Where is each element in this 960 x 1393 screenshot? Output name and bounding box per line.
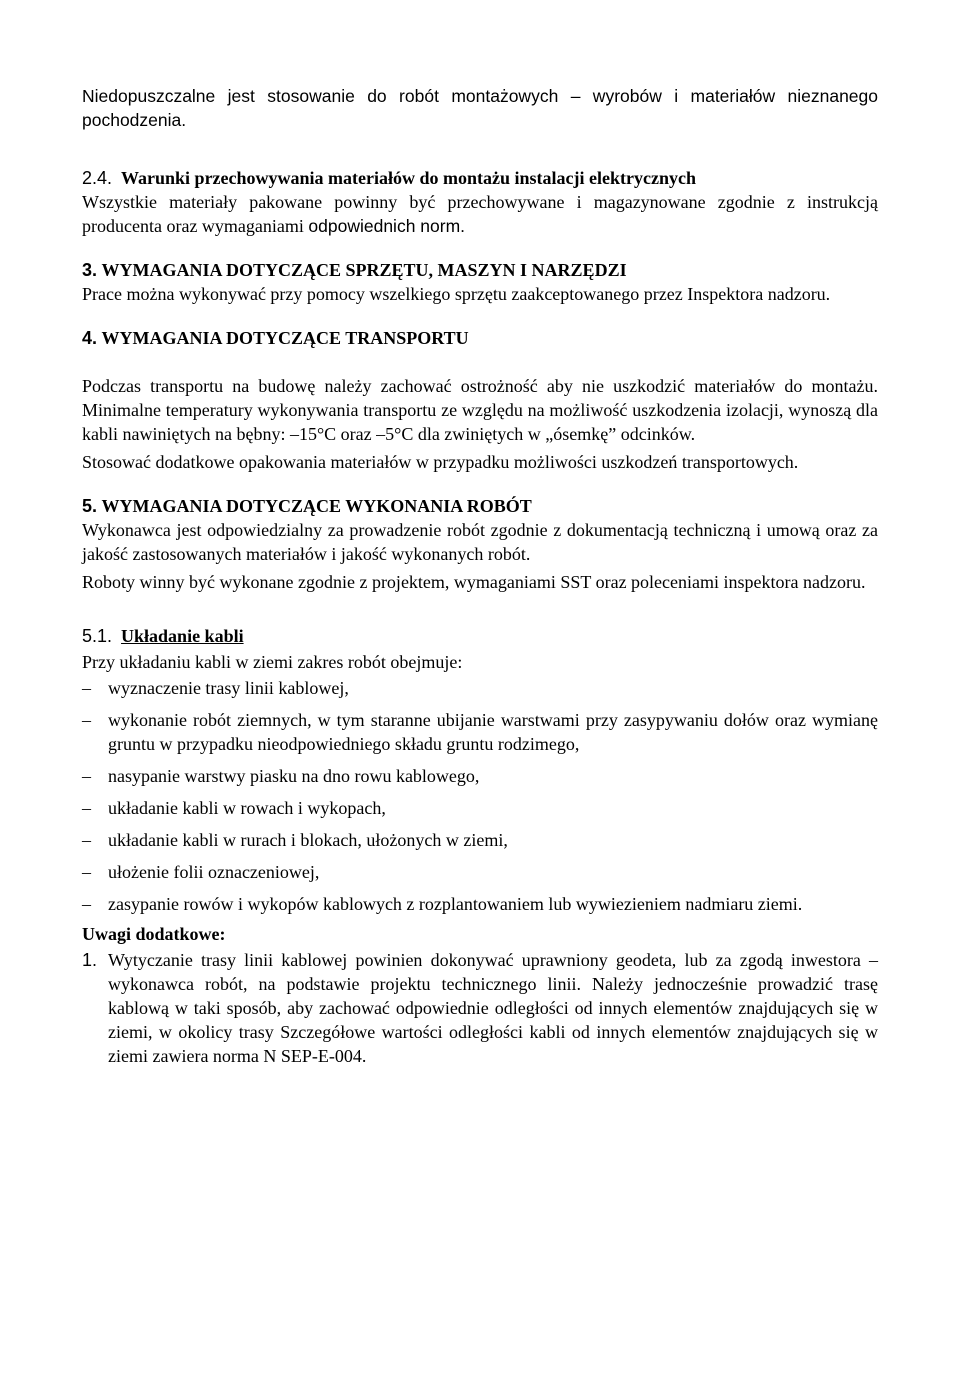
section-3-heading	[82, 258, 878, 282]
section-3-paragraph: Prace można wykonywać przy pomocy wszelkiego sprzętu zaakceptowanego przez Inspektora nadzoru.	[82, 284, 831, 304]
dash-marker: –	[82, 894, 91, 914]
section-5-paragraph-1: Wykonawca jest odpowiedzialny za prowadzenie robót zgodnie z dokumentacją techniczną i umową oraz za jakość zastosowanych materiałów i jakość wykonanych robót.	[82, 520, 878, 564]
list-item: – nasypanie warstwy piasku na dno rowu kablowego,	[82, 766, 480, 786]
list-item: – układanie kabli w rowach i wykopach,	[82, 798, 386, 818]
list-item: – wyznaczenie trasy linii kablowej,	[82, 678, 349, 698]
section-4-paragraph-2: Stosować dodatkowe opakowania materiałów w przypadku możliwości uszkodzeń transportowych.	[82, 452, 799, 472]
section-3-number: 3.	[82, 260, 98, 280]
section-2-4-title: Warunki przechowywania materiałów do montażu instalacji elektrycznych	[121, 168, 696, 188]
section-5-paragraph-2: Roboty winny być wykonane zgodnie z projektem, wymaganiami SST oraz poleceniami inspektora nadzoru.	[82, 572, 866, 592]
notes-heading: Uwagi dodatkowe:	[82, 924, 226, 944]
section-5-1-lead: Przy układaniu kabli w ziemi zakres robót obejmuje:	[82, 652, 463, 672]
cable-work-list	[82, 676, 878, 916]
notes-list	[82, 948, 878, 1068]
dash-marker: –	[82, 798, 91, 818]
list-item: – ułożenie folii oznaczeniowej,	[82, 862, 320, 882]
section-5-number: 5.	[82, 496, 98, 516]
dash-marker: –	[82, 862, 91, 882]
dash-marker: –	[82, 710, 91, 730]
section-5-title: WYMAGANIA DOTYCZĄCE WYKONANIA ROBÓT	[101, 496, 532, 516]
section-4-title: WYMAGANIA DOTYCZĄCE TRANSPORTU	[101, 328, 469, 348]
list-item: – układanie kabli w rurach i blokach, ułożonych w ziemi,	[82, 830, 508, 850]
dash-marker: –	[82, 766, 91, 786]
section-2-4-number: 2.4.	[82, 168, 113, 188]
list-item: – zasypanie rowów i wykopów kablowych z rozplantowaniem lub wywiezieniem nadmiaru ziemi.	[82, 894, 803, 914]
section-4-heading	[82, 326, 878, 350]
section-3-title: WYMAGANIA DOTYCZĄCE SPRZĘTU, MASZYN I NARZĘDZI	[101, 260, 627, 280]
note-text: Wytyczanie trasy linii kablowej powinien dokonywać uprawniony geodeta, lub za zgodą inwestora – wykonawca robót, na podstawie projektu technicznego linii. Należy jednocześnie prowadzić trasę kablową w taki sposób, aby zachować odpowiednie odległości od innych elementów znajdujących się w ziemi, w okolicy trasy Szczegółowe wartości odległości kabli od innych elementów znajdujących się w ziemi zawiera norma N SEP-E-004.	[108, 950, 878, 1066]
document-page	[82, 84, 878, 1068]
section-2-4-paragraph	[82, 190, 878, 238]
note-item	[82, 948, 878, 1068]
intro-paragraph: Niedopuszczalne jest stosowanie do robót montażowych – wyrobów i materiałów nieznanego pochodzenia.	[82, 86, 878, 130]
list-item: – wykonanie robót ziemnych, w tym staranne ubijanie warstwami przy zasypywaniu dołów oraz wymianę gruntu w przypadku nieodpowiedniego składu gruntu rodzimego,	[82, 710, 878, 754]
section-4-number: 4.	[82, 328, 98, 348]
section-2-4-text-end: odpowiednich norm.	[308, 216, 466, 236]
section-5-1-heading	[82, 624, 878, 648]
section-5-1-title: Układanie kabli	[121, 626, 244, 646]
note-number: 1.	[82, 950, 98, 970]
section-2-4-text: Wszystkie materiały pakowane powinny być przechowywane i magazynowane zgodnie z instrukcją producenta oraz wymaganiami	[82, 192, 878, 236]
section-2-4-heading	[82, 166, 878, 190]
dash-marker: –	[82, 830, 91, 850]
dash-marker: –	[82, 678, 91, 698]
section-5-heading	[82, 494, 878, 518]
section-5-1-number: 5.1.	[82, 626, 113, 646]
section-4-paragraph-1: Podczas transportu na budowę należy zachować ostrożność aby nie uszkodzić materiałów do montażu. Minimalne temperatury wykonywania transportu ze względu na możliwość uszkodzenia izolacji, wynoszą dla kabli nawiniętych na bębny: –15°C oraz –5°C dla zwiniętych w „ósemkę” odcinków.	[82, 376, 878, 444]
